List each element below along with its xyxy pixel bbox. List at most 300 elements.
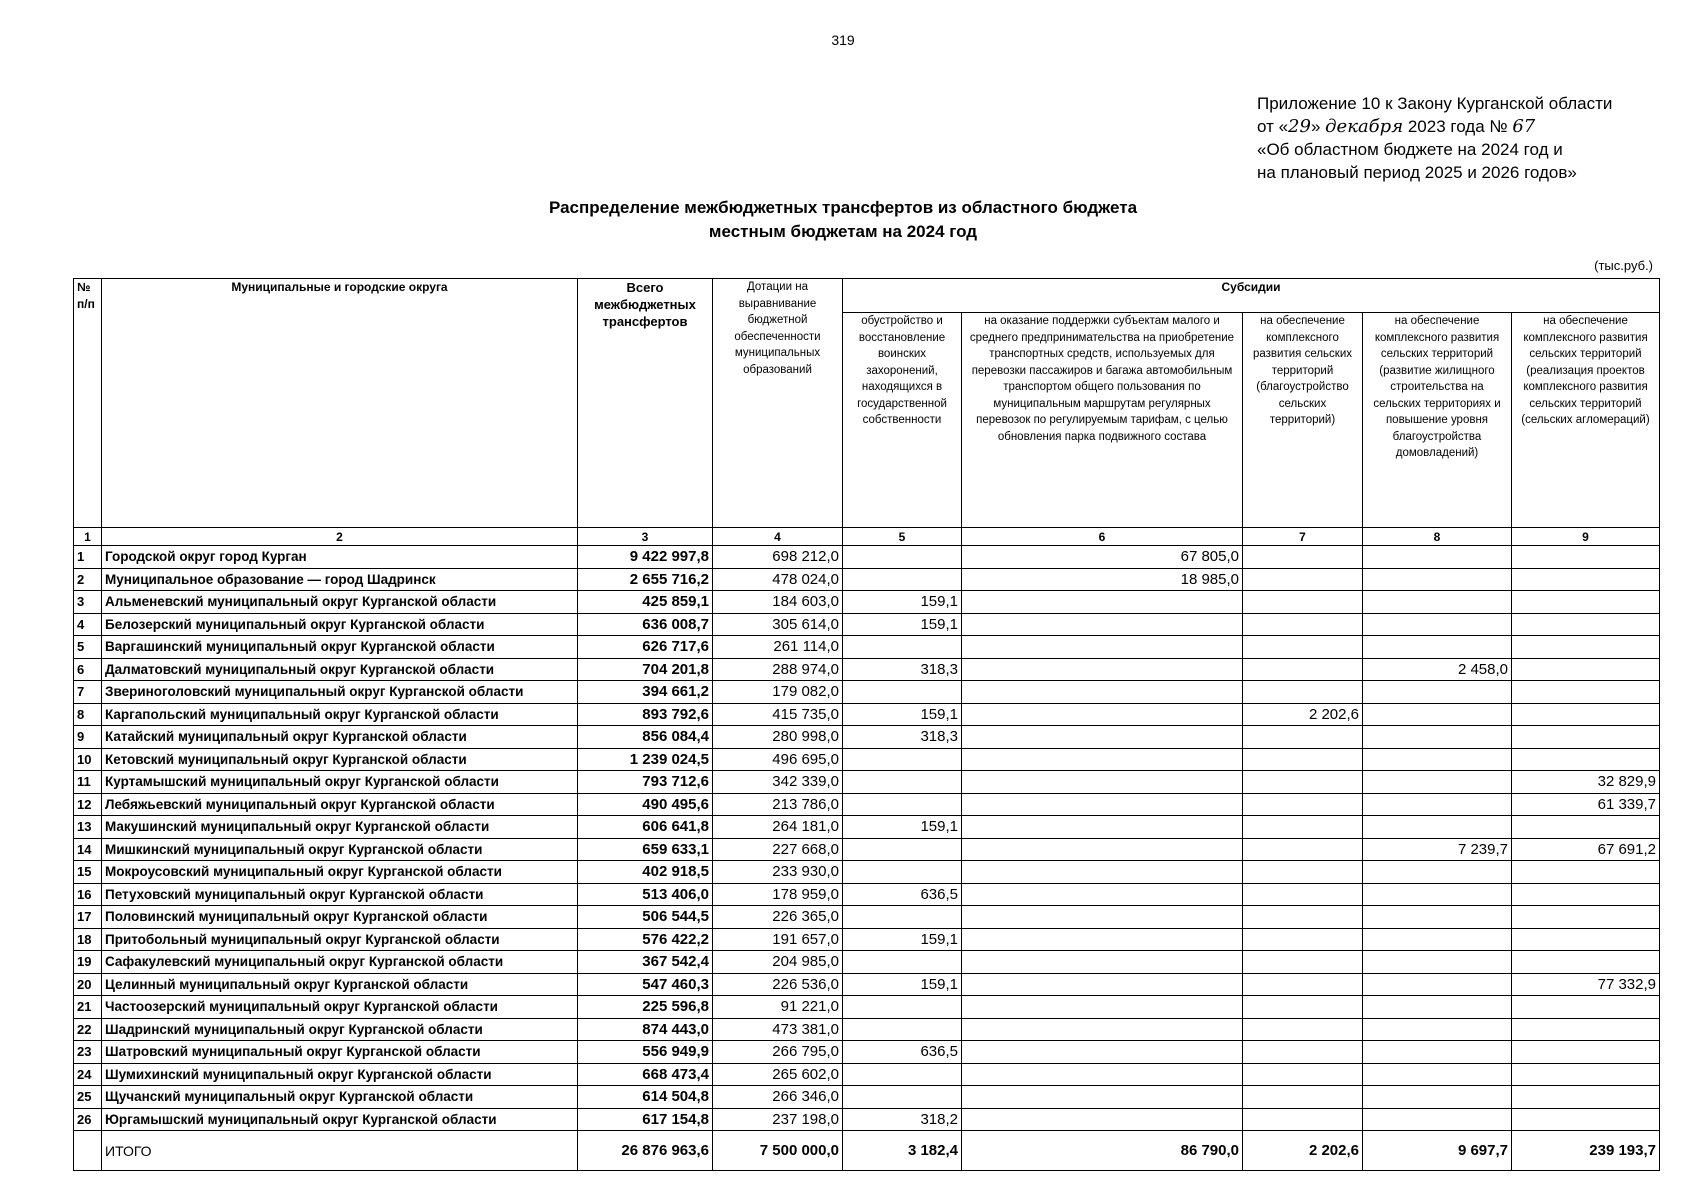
district-name: Притобольный муниципальный округ Курганской области bbox=[102, 928, 578, 951]
total-transfers: 704 201,8 bbox=[578, 658, 713, 681]
column-number: 9 bbox=[1512, 528, 1660, 546]
row-number: 26 bbox=[74, 1108, 102, 1131]
transport-subsidy bbox=[962, 928, 1243, 951]
burials-subsidy: 636,5 bbox=[843, 883, 962, 906]
header-sub-rural-agglomerations: на обеспечение комплексного развития сельских территорий (реализация проектов комплексного развития сельских территорий (сельских агломераций) bbox=[1512, 313, 1660, 528]
district-name: Щучанский муниципальный округ Курганской области bbox=[102, 1086, 578, 1109]
rural-improvement-subsidy bbox=[1243, 1063, 1363, 1086]
rural-agglomeration-subsidy bbox=[1512, 883, 1660, 906]
rural-housing-subsidy bbox=[1363, 816, 1512, 839]
page-number: 319 bbox=[831, 32, 855, 48]
row-number: 10 bbox=[74, 748, 102, 771]
transport-subsidy: 67 805,0 bbox=[962, 546, 1243, 569]
rural-housing-subsidy bbox=[1363, 928, 1512, 951]
district-name: Кетовский муниципальный округ Курганской области bbox=[102, 748, 578, 771]
district-name: Юргамышский муниципальный округ Курганской области bbox=[102, 1108, 578, 1131]
dotation-value: 233 930,0 bbox=[713, 861, 843, 884]
transport-subsidy bbox=[962, 1041, 1243, 1064]
table-row bbox=[74, 748, 1660, 771]
rural-housing-subsidy bbox=[1363, 636, 1512, 659]
rural-agglomeration-subsidy bbox=[1512, 658, 1660, 681]
row-number: 7 bbox=[74, 681, 102, 704]
district-name: Мокроусовский муниципальный округ Курганской области bbox=[102, 861, 578, 884]
burials-subsidy bbox=[843, 771, 962, 794]
burials-subsidy bbox=[843, 793, 962, 816]
burials-subsidy: 318,3 bbox=[843, 658, 962, 681]
burials-subsidy bbox=[843, 861, 962, 884]
rural-housing-subsidy bbox=[1363, 546, 1512, 569]
total-transfers: 402 918,5 bbox=[578, 861, 713, 884]
transport-subsidy bbox=[962, 613, 1243, 636]
rural-improvement-subsidy bbox=[1243, 546, 1363, 569]
district-name: Шадринский муниципальный округ Курганской области bbox=[102, 1018, 578, 1041]
district-name: Белозерский муниципальный округ Курганской области bbox=[102, 613, 578, 636]
burials-subsidy bbox=[843, 1063, 962, 1086]
total-transfers: 225 596,8 bbox=[578, 996, 713, 1019]
table-row bbox=[74, 1041, 1660, 1064]
dotation-value: 478 024,0 bbox=[713, 568, 843, 591]
appendix-law-number: 67 bbox=[1512, 116, 1536, 137]
rural-agglomeration-subsidy bbox=[1512, 1063, 1660, 1086]
row-number: 17 bbox=[74, 906, 102, 929]
transport-subsidy bbox=[962, 748, 1243, 771]
district-name: Лебяжьевский муниципальный округ Курганской области bbox=[102, 793, 578, 816]
district-name: Варгашинский муниципальный округ Курганской области bbox=[102, 636, 578, 659]
row-number: 11 bbox=[74, 771, 102, 794]
totals-row bbox=[74, 1131, 1660, 1171]
total-transfers: 490 495,6 bbox=[578, 793, 713, 816]
burials-subsidy bbox=[843, 1086, 962, 1109]
rural-agglomeration-subsidy bbox=[1512, 996, 1660, 1019]
row-number: 8 bbox=[74, 703, 102, 726]
burials-subsidy: 318,2 bbox=[843, 1108, 962, 1131]
appendix-line-2 bbox=[1257, 115, 1677, 138]
table-row bbox=[74, 793, 1660, 816]
dotation-value: 226 536,0 bbox=[713, 973, 843, 996]
district-name: Сафакулевский муниципальный округ Курганской области bbox=[102, 951, 578, 974]
rural-agglomeration-subsidy bbox=[1512, 1041, 1660, 1064]
transport-subsidy bbox=[962, 996, 1243, 1019]
dotation-value: 698 212,0 bbox=[713, 546, 843, 569]
total-transfers: 659 633,1 bbox=[578, 838, 713, 861]
transport-subsidy: 18 985,0 bbox=[962, 568, 1243, 591]
total-transfers: 26 876 963,6 bbox=[578, 1131, 713, 1171]
row-number: 18 bbox=[74, 928, 102, 951]
total-transfers: 506 544,5 bbox=[578, 906, 713, 929]
dotation-value: 184 603,0 bbox=[713, 591, 843, 614]
dotation-value: 288 974,0 bbox=[713, 658, 843, 681]
rural-agglomeration-subsidy bbox=[1512, 681, 1660, 704]
rural-agglomeration-subsidy: 77 332,9 bbox=[1512, 973, 1660, 996]
row-number: 24 bbox=[74, 1063, 102, 1086]
dotation-value: 264 181,0 bbox=[713, 816, 843, 839]
transport-subsidy bbox=[962, 703, 1243, 726]
dotation-value: 342 339,0 bbox=[713, 771, 843, 794]
rural-housing-subsidy bbox=[1363, 996, 1512, 1019]
table-row bbox=[74, 996, 1660, 1019]
dotation-value: 213 786,0 bbox=[713, 793, 843, 816]
column-number: 7 bbox=[1243, 528, 1363, 546]
district-name: Петуховский муниципальный округ Курганской области bbox=[102, 883, 578, 906]
district-name: Мишкинский муниципальный округ Курганской области bbox=[102, 838, 578, 861]
burials-subsidy: 318,3 bbox=[843, 726, 962, 749]
row-number: 2 bbox=[74, 568, 102, 591]
total-transfers: 626 717,6 bbox=[578, 636, 713, 659]
table-row bbox=[74, 726, 1660, 749]
rural-housing-subsidy bbox=[1363, 1041, 1512, 1064]
header-total: Всего межбюджетных трансфертов bbox=[578, 279, 713, 528]
district-name: Звериноголовский муниципальный округ Курганской области bbox=[102, 681, 578, 704]
total-transfers: 547 460,3 bbox=[578, 973, 713, 996]
rural-housing-subsidy bbox=[1363, 1063, 1512, 1086]
total-transfers: 513 406,0 bbox=[578, 883, 713, 906]
burials-subsidy: 159,1 bbox=[843, 816, 962, 839]
dotation-value: 226 365,0 bbox=[713, 906, 843, 929]
burials-subsidy bbox=[843, 1018, 962, 1041]
dotation-value: 415 735,0 bbox=[713, 703, 843, 726]
header-sub-rural-housing: на обеспечение комплексного развития сельских территорий (развитие жилищного строительства на сельских территориях и повышение уровня благоустройства домовладений) bbox=[1363, 313, 1512, 528]
dotation-value: 496 695,0 bbox=[713, 748, 843, 771]
table-row bbox=[74, 591, 1660, 614]
rural-improvement-subsidy bbox=[1243, 568, 1363, 591]
row-number: 23 bbox=[74, 1041, 102, 1064]
title-line-2: местным бюджетам на 2024 год bbox=[708, 222, 978, 241]
rural-improvement-subsidy bbox=[1243, 973, 1363, 996]
rural-improvement-subsidy: 2 202,6 bbox=[1243, 1131, 1363, 1171]
burials-subsidy bbox=[843, 568, 962, 591]
transport-subsidy bbox=[962, 793, 1243, 816]
district-name: ИТОГО bbox=[102, 1131, 578, 1171]
table-row bbox=[74, 613, 1660, 636]
rural-improvement-subsidy bbox=[1243, 928, 1363, 951]
transport-subsidy bbox=[962, 681, 1243, 704]
rural-agglomeration-subsidy: 67 691,2 bbox=[1512, 838, 1660, 861]
district-name: Половинский муниципальный округ Курганской области bbox=[102, 906, 578, 929]
district-name: Катайский муниципальный округ Курганской области bbox=[102, 726, 578, 749]
row-number: 3 bbox=[74, 591, 102, 614]
district-name: Городской округ город Курган bbox=[102, 546, 578, 569]
table-row bbox=[74, 1086, 1660, 1109]
rural-housing-subsidy: 7 239,7 bbox=[1363, 838, 1512, 861]
rural-improvement-subsidy bbox=[1243, 591, 1363, 614]
appendix-line-4: на плановый период 2025 и 2026 годов» bbox=[1257, 163, 1577, 182]
district-name: Шумихинский муниципальный округ Курганской области bbox=[102, 1063, 578, 1086]
rural-housing-subsidy bbox=[1363, 1108, 1512, 1131]
dotation-value: 227 668,0 bbox=[713, 838, 843, 861]
row-number: 20 bbox=[74, 973, 102, 996]
burials-subsidy bbox=[843, 996, 962, 1019]
rural-improvement-subsidy bbox=[1243, 906, 1363, 929]
table-row bbox=[74, 636, 1660, 659]
row-number: 22 bbox=[74, 1018, 102, 1041]
rural-agglomeration-subsidy bbox=[1512, 748, 1660, 771]
row-number: 4 bbox=[74, 613, 102, 636]
row-number: 21 bbox=[74, 996, 102, 1019]
rural-housing-subsidy bbox=[1363, 906, 1512, 929]
district-name: Целинный муниципальный округ Курганской области bbox=[102, 973, 578, 996]
total-transfers: 793 712,6 bbox=[578, 771, 713, 794]
rural-housing-subsidy bbox=[1363, 591, 1512, 614]
rural-improvement-subsidy bbox=[1243, 816, 1363, 839]
district-name: Частоозерский муниципальный округ Курганской области bbox=[102, 996, 578, 1019]
column-number: 1 bbox=[74, 528, 102, 546]
header-sub-rural-improvement: на обеспечение комплексного развития сельских территорий (благоустройство сельских территорий) bbox=[1243, 313, 1363, 528]
dotation-value: 280 998,0 bbox=[713, 726, 843, 749]
transport-subsidy bbox=[962, 861, 1243, 884]
rural-housing-subsidy: 2 458,0 bbox=[1363, 658, 1512, 681]
table-row bbox=[74, 703, 1660, 726]
rural-housing-subsidy bbox=[1363, 793, 1512, 816]
appendix-month: декабря bbox=[1325, 116, 1404, 137]
rural-housing-subsidy bbox=[1363, 681, 1512, 704]
total-transfers: 576 422,2 bbox=[578, 928, 713, 951]
rural-improvement-subsidy: 2 202,6 bbox=[1243, 703, 1363, 726]
table-body bbox=[74, 528, 1660, 1171]
table-row bbox=[74, 658, 1660, 681]
row-number: 19 bbox=[74, 951, 102, 974]
transport-subsidy bbox=[962, 1018, 1243, 1041]
total-transfers: 2 655 716,2 bbox=[578, 568, 713, 591]
header-num: № п/п bbox=[74, 279, 102, 528]
header-sub-burials: обустройство и восстановление воинских захоронений, находящихся в государственной собственности bbox=[843, 313, 962, 528]
rural-housing-subsidy bbox=[1363, 861, 1512, 884]
burials-subsidy: 159,1 bbox=[843, 703, 962, 726]
transport-subsidy bbox=[962, 636, 1243, 659]
district-name: Муниципальное образование — город Шадринск bbox=[102, 568, 578, 591]
transfers-table bbox=[73, 278, 1660, 1171]
total-transfers: 636 008,7 bbox=[578, 613, 713, 636]
total-transfers: 394 661,2 bbox=[578, 681, 713, 704]
transport-subsidy bbox=[962, 838, 1243, 861]
column-number: 5 bbox=[843, 528, 962, 546]
column-number: 2 bbox=[102, 528, 578, 546]
rural-improvement-subsidy bbox=[1243, 1041, 1363, 1064]
row-number bbox=[74, 1131, 102, 1171]
row-number: 14 bbox=[74, 838, 102, 861]
district-name: Шатровский муниципальный округ Курганской области bbox=[102, 1041, 578, 1064]
rural-agglomeration-subsidy bbox=[1512, 816, 1660, 839]
header-name: Муниципальные и городские округа bbox=[102, 279, 578, 528]
transport-subsidy bbox=[962, 771, 1243, 794]
district-name: Каргапольский муниципальный округ Курганской области bbox=[102, 703, 578, 726]
table-row bbox=[74, 928, 1660, 951]
table-row bbox=[74, 1063, 1660, 1086]
rural-agglomeration-subsidy bbox=[1512, 906, 1660, 929]
rural-housing-subsidy bbox=[1363, 771, 1512, 794]
row-number: 15 bbox=[74, 861, 102, 884]
rural-improvement-subsidy bbox=[1243, 771, 1363, 794]
rural-improvement-subsidy bbox=[1243, 658, 1363, 681]
row-number: 6 bbox=[74, 658, 102, 681]
district-name: Далматовский муниципальный округ Курганской области bbox=[102, 658, 578, 681]
dotation-value: 7 500 000,0 bbox=[713, 1131, 843, 1171]
transport-subsidy: 86 790,0 bbox=[962, 1131, 1243, 1171]
rural-housing-subsidy bbox=[1363, 613, 1512, 636]
rural-improvement-subsidy bbox=[1243, 1086, 1363, 1109]
row-number: 1 bbox=[74, 546, 102, 569]
burials-subsidy: 636,5 bbox=[843, 1041, 962, 1064]
rural-housing-subsidy bbox=[1363, 973, 1512, 996]
transport-subsidy bbox=[962, 1086, 1243, 1109]
appendix-year: 2023 года № bbox=[1403, 117, 1513, 136]
rural-improvement-subsidy bbox=[1243, 951, 1363, 974]
dotation-value: 191 657,0 bbox=[713, 928, 843, 951]
dotation-value: 178 959,0 bbox=[713, 883, 843, 906]
total-transfers: 425 859,1 bbox=[578, 591, 713, 614]
rural-improvement-subsidy bbox=[1243, 613, 1363, 636]
rural-agglomeration-subsidy bbox=[1512, 951, 1660, 974]
rural-agglomeration-subsidy bbox=[1512, 726, 1660, 749]
rural-improvement-subsidy bbox=[1243, 636, 1363, 659]
transport-subsidy bbox=[962, 951, 1243, 974]
dotation-value: 473 381,0 bbox=[713, 1018, 843, 1041]
rural-housing-subsidy bbox=[1363, 1018, 1512, 1041]
rural-agglomeration-subsidy: 32 829,9 bbox=[1512, 771, 1660, 794]
rural-improvement-subsidy bbox=[1243, 996, 1363, 1019]
rural-housing-subsidy bbox=[1363, 726, 1512, 749]
row-number: 5 bbox=[74, 636, 102, 659]
rural-agglomeration-subsidy: 61 339,7 bbox=[1512, 793, 1660, 816]
transport-subsidy bbox=[962, 591, 1243, 614]
dotation-value: 179 082,0 bbox=[713, 681, 843, 704]
burials-subsidy bbox=[843, 838, 962, 861]
rural-agglomeration-subsidy bbox=[1512, 568, 1660, 591]
row-number: 9 bbox=[74, 726, 102, 749]
rural-improvement-subsidy bbox=[1243, 748, 1363, 771]
table-row bbox=[74, 861, 1660, 884]
burials-subsidy bbox=[843, 906, 962, 929]
row-number: 12 bbox=[74, 793, 102, 816]
column-number: 8 bbox=[1363, 528, 1512, 546]
rural-improvement-subsidy bbox=[1243, 681, 1363, 704]
burials-subsidy bbox=[843, 546, 962, 569]
total-transfers: 1 239 024,5 bbox=[578, 748, 713, 771]
dotation-value: 91 221,0 bbox=[713, 996, 843, 1019]
transport-subsidy bbox=[962, 726, 1243, 749]
appendix-date-prefix: от « bbox=[1257, 117, 1289, 136]
table-row bbox=[74, 546, 1660, 569]
rural-housing-subsidy bbox=[1363, 951, 1512, 974]
document-title bbox=[0, 196, 1686, 244]
table-row bbox=[74, 838, 1660, 861]
dotation-value: 204 985,0 bbox=[713, 951, 843, 974]
row-number: 25 bbox=[74, 1086, 102, 1109]
rural-agglomeration-subsidy bbox=[1512, 1018, 1660, 1041]
rural-agglomeration-subsidy bbox=[1512, 928, 1660, 951]
transport-subsidy bbox=[962, 906, 1243, 929]
appendix-line-3: «Об областном бюджете на 2024 год и bbox=[1257, 140, 1563, 159]
district-name: Куртамышский муниципальный округ Курганской области bbox=[102, 771, 578, 794]
transport-subsidy bbox=[962, 883, 1243, 906]
table-row bbox=[74, 681, 1660, 704]
total-transfers: 668 473,4 bbox=[578, 1063, 713, 1086]
appendix-date-mid: » bbox=[1310, 117, 1326, 136]
header-dotations: Дотации на выравнивание бюджетной обеспеченности муниципальных образований bbox=[713, 279, 843, 528]
total-transfers: 856 084,4 bbox=[578, 726, 713, 749]
burials-subsidy bbox=[843, 681, 962, 704]
total-transfers: 614 504,8 bbox=[578, 1086, 713, 1109]
row-number: 13 bbox=[74, 816, 102, 839]
total-transfers: 556 949,9 bbox=[578, 1041, 713, 1064]
dotation-value: 305 614,0 bbox=[713, 613, 843, 636]
appendix-note bbox=[1257, 92, 1677, 184]
appendix-day: 29 bbox=[1288, 116, 1311, 137]
dotation-value: 261 114,0 bbox=[713, 636, 843, 659]
burials-subsidy: 159,1 bbox=[843, 973, 962, 996]
header-sub-transport: на оказание поддержки субъектам малого и среднего предпринимательства на приобретение транспортных средств, используемых для перевозки пассажиров и багажа автомобильным транспортом общего пользования по муниципальным маршрутам регулярных перевозок по регулируемым тарифам, с целью обновления парка подвижного состава bbox=[962, 313, 1243, 528]
total-transfers: 606 641,8 bbox=[578, 816, 713, 839]
rural-agglomeration-subsidy bbox=[1512, 861, 1660, 884]
rural-agglomeration-subsidy bbox=[1512, 591, 1660, 614]
burials-subsidy: 3 182,4 bbox=[843, 1131, 962, 1171]
header-subsidies: Субсидии bbox=[843, 279, 1660, 313]
rural-improvement-subsidy bbox=[1243, 1108, 1363, 1131]
rural-housing-subsidy bbox=[1363, 1086, 1512, 1109]
table-row bbox=[74, 951, 1660, 974]
burials-subsidy: 159,1 bbox=[843, 928, 962, 951]
burials-subsidy bbox=[843, 636, 962, 659]
transport-subsidy bbox=[962, 973, 1243, 996]
rural-improvement-subsidy bbox=[1243, 1018, 1363, 1041]
dotation-value: 266 346,0 bbox=[713, 1086, 843, 1109]
rural-improvement-subsidy bbox=[1243, 726, 1363, 749]
dotation-value: 237 198,0 bbox=[713, 1108, 843, 1131]
transport-subsidy bbox=[962, 1108, 1243, 1131]
rural-housing-subsidy bbox=[1363, 568, 1512, 591]
title-line-1: Распределение межбюджетных трансфертов из областного бюджета bbox=[548, 198, 1138, 217]
rural-improvement-subsidy bbox=[1243, 838, 1363, 861]
rural-agglomeration-subsidy bbox=[1512, 613, 1660, 636]
column-number: 3 bbox=[578, 528, 713, 546]
table-row bbox=[74, 883, 1660, 906]
table-row bbox=[74, 568, 1660, 591]
total-transfers: 617 154,8 bbox=[578, 1108, 713, 1131]
total-transfers: 874 443,0 bbox=[578, 1018, 713, 1041]
rural-agglomeration-subsidy bbox=[1512, 546, 1660, 569]
table-row bbox=[74, 1108, 1660, 1131]
dotation-value: 266 795,0 bbox=[713, 1041, 843, 1064]
table-row bbox=[74, 906, 1660, 929]
rural-improvement-subsidy bbox=[1243, 861, 1363, 884]
units-label: (тыс.руб.) bbox=[1594, 258, 1653, 273]
district-name: Альменевский муниципальный округ Курганской области bbox=[102, 591, 578, 614]
total-transfers: 9 422 997,8 bbox=[578, 546, 713, 569]
transport-subsidy bbox=[962, 658, 1243, 681]
rural-improvement-subsidy bbox=[1243, 793, 1363, 816]
transport-subsidy bbox=[962, 816, 1243, 839]
rural-improvement-subsidy bbox=[1243, 883, 1363, 906]
table-row bbox=[74, 816, 1660, 839]
rural-housing-subsidy bbox=[1363, 883, 1512, 906]
row-number: 16 bbox=[74, 883, 102, 906]
column-number: 6 bbox=[962, 528, 1243, 546]
district-name: Макушинский муниципальный округ Курганской области bbox=[102, 816, 578, 839]
burials-subsidy bbox=[843, 951, 962, 974]
burials-subsidy bbox=[843, 748, 962, 771]
column-number: 4 bbox=[713, 528, 843, 546]
rural-housing-subsidy bbox=[1363, 703, 1512, 726]
total-transfers: 893 792,6 bbox=[578, 703, 713, 726]
column-number-row bbox=[74, 528, 1660, 546]
total-transfers: 367 542,4 bbox=[578, 951, 713, 974]
burials-subsidy: 159,1 bbox=[843, 613, 962, 636]
rural-agglomeration-subsidy bbox=[1512, 636, 1660, 659]
rural-housing-subsidy bbox=[1363, 748, 1512, 771]
table-row bbox=[74, 973, 1660, 996]
rural-agglomeration-subsidy: 239 193,7 bbox=[1512, 1131, 1660, 1171]
dotation-value: 265 602,0 bbox=[713, 1063, 843, 1086]
rural-housing-subsidy: 9 697,7 bbox=[1363, 1131, 1512, 1171]
